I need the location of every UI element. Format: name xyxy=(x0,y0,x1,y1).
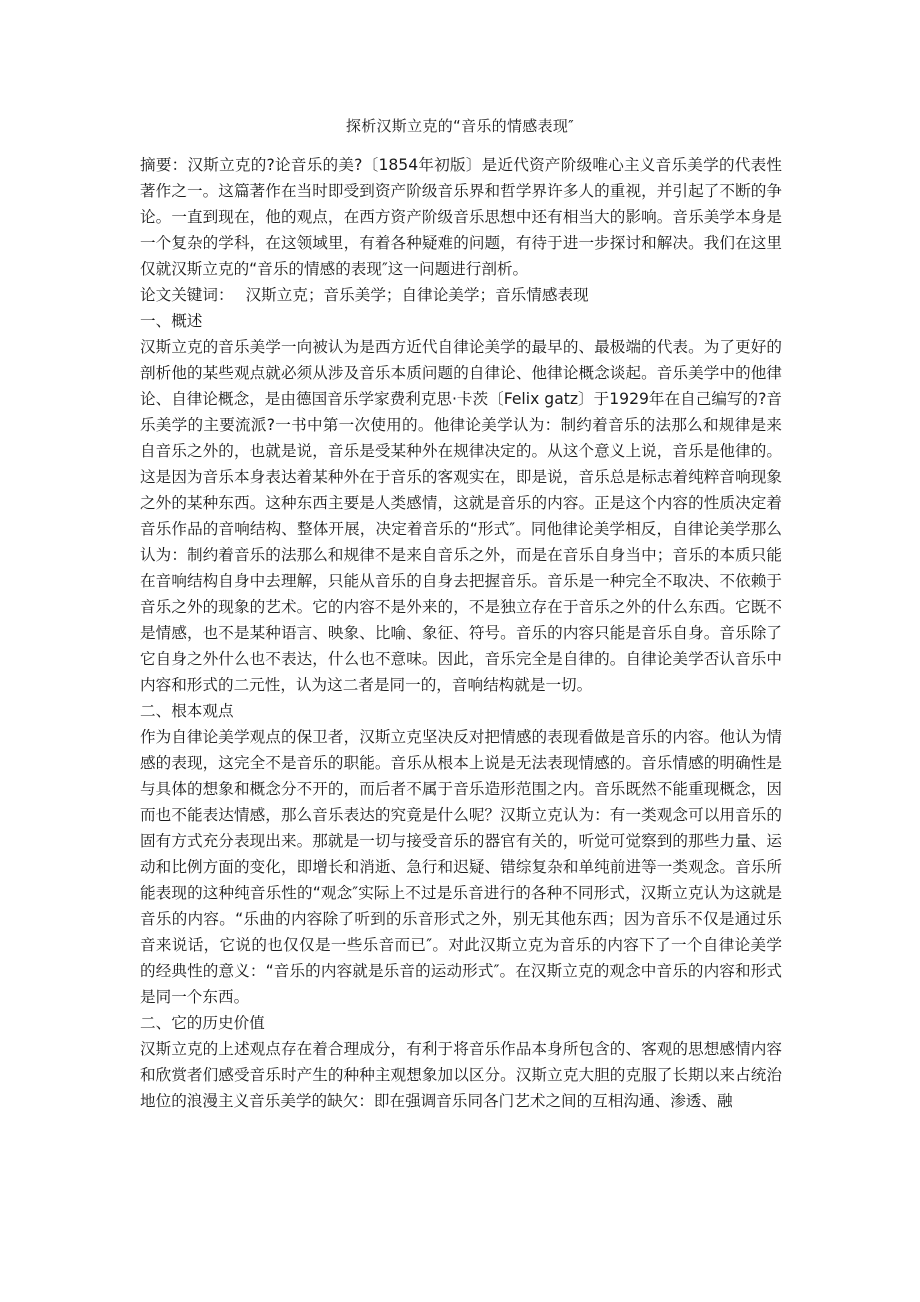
keywords-label: 论文关键词： xyxy=(140,286,234,304)
section-body-basic-views: 作为自律论美学观点的保卫者，汉斯立克坚决反对把情感的表现看做是音乐的内容。他认为情感的表现，这完全不是音乐的职能。音乐从根本上说是无法表现情感的。音乐情感的明确性是与具体的想象和概念分不开的，而后者不属于音乐造形范围之内。音乐既然不能重现概念，因而也不能表达情感，那么音乐表达的究竟是什么呢？汉斯立克认为：有一类观念可以用音乐的固有方式充分表现出来。那就是一切与接受音乐的器官有关的，听觉可觉察到的那些力量、运动和比例方面的变化，即增长和消逝、急行和迟疑、错综复杂和单纯前进等一类观念。音乐所能表现的这种纯音乐性的“观念″实际上不过是乐音进行的各种不同形式，汉斯立克认为这就是音乐的内容。“乐曲的内容除了听到的乐音形式之外，别无其他东西；因为音乐不仅是通过乐音来说话，它说的也仅仅是一些乐音而已″。对此汉斯立克为音乐的内容下了一个自律论美学的经典性的意义：“音乐的内容就是乐音的运动形式″。在汉斯立克的观念中音乐的内容和形式是同一个东西。 xyxy=(140,728,782,1006)
document-title: 探析汉斯立克的“音乐的情感表现″ xyxy=(345,117,575,135)
abstract-paragraph: 摘要：汉斯立克的?论音乐的美?〔1854年初版〕是近代资产阶级唯心主义音乐美学的代表性著作之一。这篇著作在当时即受到资产阶级音乐界和哲学界许多人的重视，并引起了不断的争论。一直到现在，他的观点，在西方资产阶级音乐思想中还有相当大的影响。音乐美学本身是一个复杂的学科，在这领域里，有着各种疑难的问题，有待于进一步探讨和解决。我们在这里仅就汉斯立克的“音乐的情感的表现″这一问题进行剖析。 xyxy=(140,156,782,278)
keywords-value: 汉斯立克；音乐美学；自律论美学；音乐情感表现 xyxy=(245,286,589,304)
document-body xyxy=(140,152,782,1114)
keywords-line xyxy=(140,282,782,308)
section-heading-basic-views: 二、根本观点 xyxy=(140,702,234,720)
section-heading-historical-value: 二、它的历史价值 xyxy=(140,1014,265,1032)
section-body-historical-value: 汉斯立克的上述观点存在着合理成分，有利于将音乐作品本身所包含的、客观的思想感情内容和欣赏者们感受音乐时产生的种种主观想象加以区分。汉斯立克大胆的克服了长期以来占统治地位的浪漫主义音乐美学的缺欠：即在强调音乐同各门艺术之间的互相沟通、渗透、融 xyxy=(140,1040,782,1110)
section-heading-overview: 一、概述 xyxy=(140,312,203,330)
section-body-overview: 汉斯立克的音乐美学一向被认为是西方近代自律论美学的最早的、最极端的代表。为了更好的剖析他的某些观点就必须从涉及音乐本质问题的自律论、他律论概念谈起。音乐美学中的他律论、自律论概念，是由德国音乐学家费利克思·卡茨〔Felix gatz〕于1929年在自己编写的?音乐美学的主要流派?一书中第一次使用的。他律论美学认为：制约着音乐的法那么和规律是来自音乐之外的，也就是说，音乐是受某种外在规律决定的。从这个意义上说，音乐是他律的。这是因为音乐本身表达着某种外在于音乐的客观实在，即是说，音乐总是标志着纯粹音响现象之外的某种东西。这种东西主要是人类感情，这就是音乐的内容。正是这个内容的性质决定着音乐作品的音响结构、整体开展，决定着音乐的“形式″。同他律论美学相反，自律论美学那么认为：制约着音乐的法那么和规律不是来自音乐之外，而是在音乐自身当中；音乐的本质只能在音响结构自身中去理解，只能从音乐的自身去把握音乐。音乐是一种完全不取决、不依赖于音乐之外的现象的艺术。它的内容不是外来的，不是独立存在于音乐之外的什么东西。它既不是情感，也不是某种语言、映象、比喻、象征、符号。音乐的内容只能是音乐自身。音乐除了它自身之外什么也不表达，什么也不意味。因此，音乐完全是自律的。自律论美学否认音乐中内容和形式的二元性，认为这二者是同一的，音响结构就是一切。 xyxy=(140,338,782,694)
